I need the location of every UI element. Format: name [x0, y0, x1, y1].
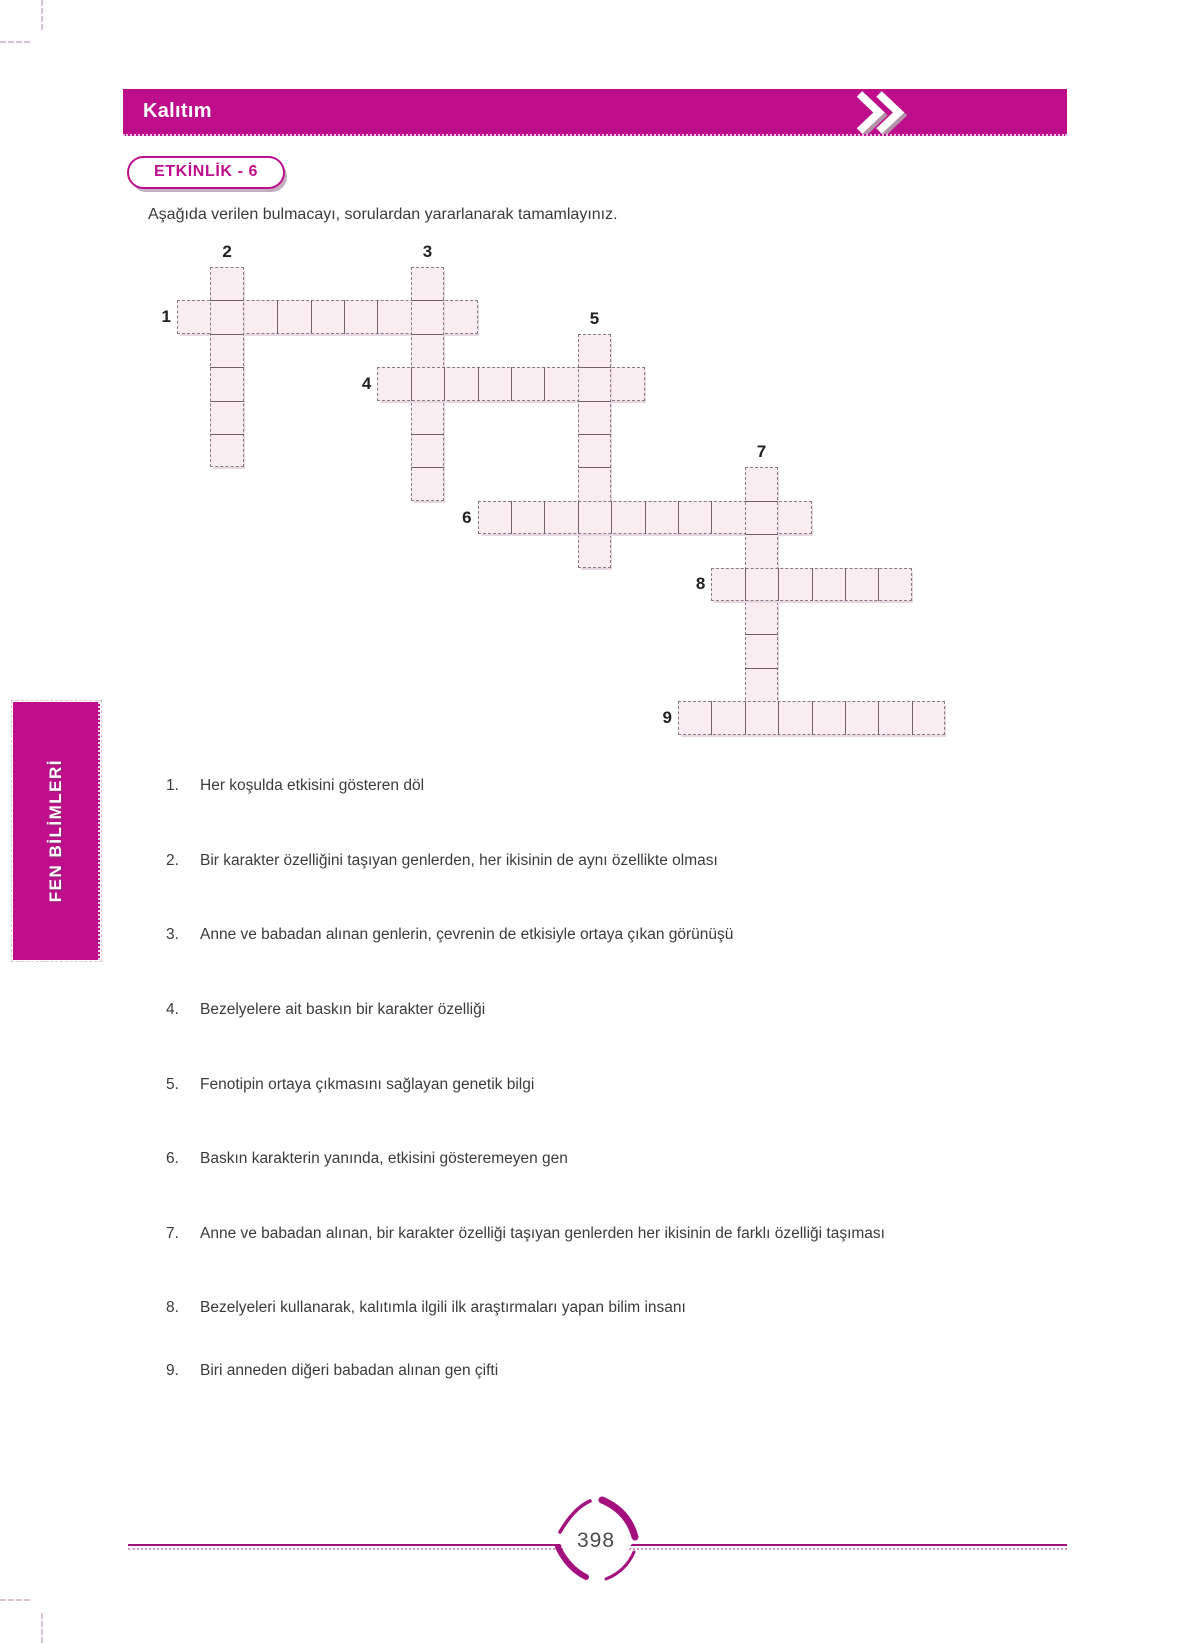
cell-separator: [778, 501, 779, 534]
cell-separator: [210, 334, 243, 335]
clue-text: Bir karakter özelliğini taşıyan genlerden, her ikisinin de aynı özellikte olması: [200, 852, 718, 869]
word-number-label: 1: [161, 307, 171, 327]
clue-number: 6.: [166, 1150, 179, 1167]
clue-item: [0, 1362, 1120, 1384]
page-number: 398: [576, 1529, 616, 1552]
cell-separator: [210, 367, 243, 368]
word-number-label: 2: [222, 242, 232, 261]
clue-text: Fenotipin ortaya çıkmasını sağlayan genetik bilgi: [200, 1076, 535, 1093]
clue-number: 9.: [166, 1362, 179, 1379]
cell-separator: [912, 701, 913, 734]
cell-separator: [411, 334, 444, 335]
cell-separator: [645, 501, 646, 534]
word-number-label: 5: [589, 308, 600, 328]
activity-badge: ETKİNLİK - 6: [127, 156, 285, 189]
cell-separator: [678, 501, 679, 534]
cell-separator: [578, 434, 611, 435]
crossword-grid: [0, 0, 1189, 760]
subject-sidebar-label: FEN BİLİMLERİ: [45, 759, 65, 903]
word-number-label: 6: [462, 507, 472, 527]
clue-number: 2.: [166, 852, 179, 869]
word-7-down: [745, 467, 778, 734]
cell-separator: [778, 568, 779, 601]
clue-text: Anne ve babadan alınan, bir karakter özelliği taşıyan genlerden her ikisinin de farklı özelliği taşıması: [200, 1225, 885, 1242]
cell-separator: [812, 568, 813, 601]
word-9-across: [678, 701, 945, 734]
cell-separator: [711, 701, 712, 734]
cell-separator: [444, 300, 445, 333]
cell-separator: [745, 668, 778, 669]
clue-item: [0, 852, 1120, 874]
clue-item: [0, 1299, 1120, 1321]
cell-separator: [444, 367, 445, 400]
cell-separator: [878, 701, 879, 734]
cell-separator: [411, 467, 444, 468]
cell-separator: [210, 300, 243, 301]
cell-separator: [411, 300, 444, 301]
cell-separator: [377, 300, 378, 333]
cell-separator: [578, 534, 611, 535]
clue-number: 8.: [166, 1299, 179, 1316]
crop-mark-bottom-horizontal: [0, 1599, 30, 1601]
cell-separator: [511, 501, 512, 534]
cell-separator: [210, 401, 243, 402]
activity-instruction: Aşağıda verilen bulmacayı, sorulardan yararlanarak tamamlayınız.: [148, 206, 618, 223]
cell-separator: [244, 300, 245, 333]
word-number-label: 4: [361, 373, 372, 393]
cell-separator: [277, 300, 278, 333]
cell-separator: [544, 367, 545, 400]
cell-separator: [411, 367, 412, 400]
word-number-label: 8: [695, 574, 706, 594]
cell-separator: [878, 568, 879, 601]
chapter-title: Kalıtım: [143, 100, 212, 122]
cell-separator: [711, 501, 712, 534]
word-2-down: [210, 267, 243, 467]
clue-text: Baskın karakterin yanında, etkisini gösteremeyen gen: [200, 1150, 568, 1167]
cell-separator: [411, 401, 444, 402]
cell-separator: [311, 300, 312, 333]
cell-separator: [411, 434, 444, 435]
cell-separator: [344, 300, 345, 333]
cell-separator: [845, 701, 846, 734]
word-number-label: 7: [756, 442, 767, 462]
clue-number: 4.: [166, 1001, 179, 1018]
clue-number: 3.: [166, 926, 179, 943]
cell-separator: [845, 568, 846, 601]
cell-separator: [578, 401, 611, 402]
clue-text: Her koşulda etkisini gösteren döl: [200, 777, 425, 794]
word-number-label: 9: [662, 707, 672, 727]
clue-number: 1.: [166, 777, 179, 794]
clue-text: Bezelyelere ait baskın bir karakter özelliği: [200, 1001, 486, 1018]
cell-separator: [611, 367, 612, 400]
cell-separator: [745, 568, 746, 601]
cell-separator: [210, 434, 243, 435]
cell-separator: [578, 367, 611, 368]
clue-item: [0, 1225, 1120, 1247]
cell-separator: [745, 634, 778, 635]
clue-number: 5.: [166, 1076, 179, 1093]
word-8-across: [711, 568, 911, 601]
cell-separator: [745, 501, 778, 502]
clue-item: [0, 1076, 1120, 1098]
cell-separator: [611, 501, 612, 534]
cell-separator: [478, 367, 479, 400]
word-number-label: 3: [422, 242, 433, 261]
clue-text: Bezelyeleri kullanarak, kalıtımla ilgili ilk araştırmaları yapan bilim insanı: [200, 1299, 686, 1316]
cell-separator: [778, 701, 779, 734]
cell-separator: [745, 601, 778, 602]
crop-mark-bottom-vertical: [41, 1613, 43, 1643]
clue-item: [0, 1150, 1120, 1172]
clue-item: [0, 777, 1120, 799]
clue-item: [0, 926, 1120, 948]
clue-text: Anne ve babadan alınan genlerin, çevrenin de etkisiyle ortaya çıkan görünüşü: [200, 926, 734, 943]
cell-separator: [578, 501, 579, 534]
page-number-badge: [548, 1492, 644, 1588]
clue-number: 7.: [166, 1225, 179, 1242]
cell-separator: [745, 701, 746, 734]
cell-separator: [544, 501, 545, 534]
cell-separator: [745, 534, 778, 535]
clue-text: Biri anneden diğeri babadan alınan gen çifti: [200, 1362, 499, 1379]
clue-item: [0, 1001, 1120, 1023]
subject-sidebar-tab: [13, 702, 100, 960]
cell-separator: [812, 701, 813, 734]
cell-separator: [511, 367, 512, 400]
cell-separator: [578, 467, 611, 468]
